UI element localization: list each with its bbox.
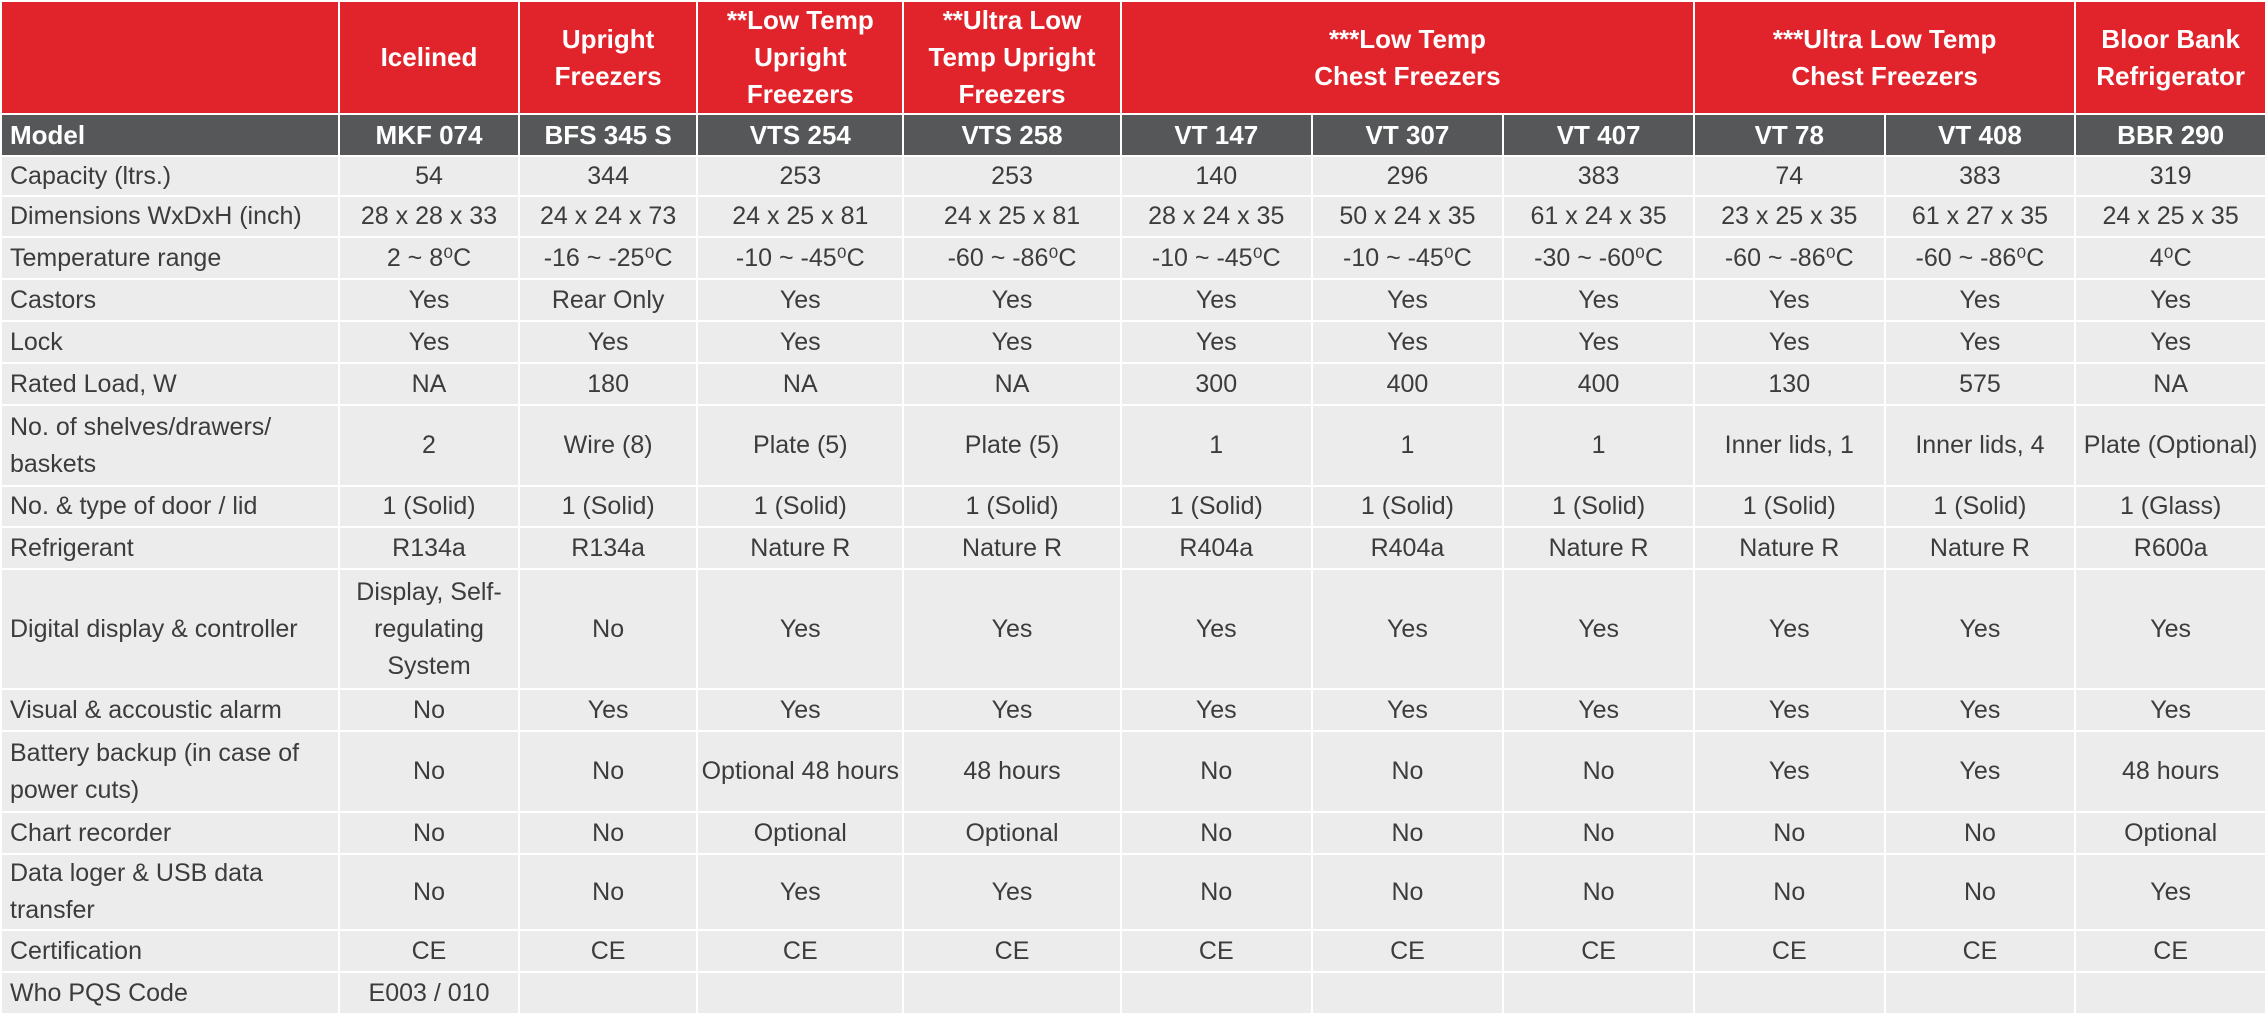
table-cell: R404a (1312, 527, 1504, 569)
row-label: No. & type of door / lid (1, 486, 339, 527)
table-cell: CE (2075, 930, 2266, 972)
table-cell: Plate (5) (697, 405, 903, 486)
table-row (1, 321, 2266, 363)
table-cell: CE (1694, 930, 1885, 972)
table-cell: R600a (2075, 527, 2266, 569)
table-cell: 130 (1694, 363, 1885, 405)
table-cell: Yes (1694, 321, 1885, 363)
table-row (1, 156, 2266, 196)
table-cell: Yes (697, 569, 903, 689)
table-cell: Yes (1885, 569, 2076, 689)
table-cell: Yes (697, 279, 903, 321)
table-cell: E003 / 010 (339, 972, 519, 1014)
table-cell: 1 (Solid) (1312, 486, 1504, 527)
table-cell: Wire (8) (519, 405, 698, 486)
table-cell: CE (1503, 930, 1694, 972)
table-cell: 4⁰C (2075, 237, 2266, 279)
table-cell: Optional 48 hours (697, 731, 903, 812)
table-cell: Nature R (697, 527, 903, 569)
table-row (1, 930, 2266, 972)
table-cell: 28 x 24 x 35 (1121, 196, 1312, 237)
table-cell: 48 hours (2075, 731, 2266, 812)
table-cell: 1 (Solid) (1885, 486, 2076, 527)
table-cell: Yes (1694, 689, 1885, 731)
table-cell: No (339, 731, 519, 812)
model-name: VT 408 (1885, 114, 2076, 156)
table-cell: Yes (1694, 279, 1885, 321)
table-cell: Yes (2075, 279, 2266, 321)
table-cell: 2 ~ 8⁰C (339, 237, 519, 279)
table-cell: R134a (339, 527, 519, 569)
table-cell: 575 (1885, 363, 2076, 405)
table-cell: 61 x 24 x 35 (1503, 196, 1694, 237)
table-cell: Yes (697, 321, 903, 363)
model-name: BBR 290 (2075, 114, 2266, 156)
table-cell: 24 x 25 x 81 (697, 196, 903, 237)
model-name: BFS 345 S (519, 114, 698, 156)
table-cell: 61 x 27 x 35 (1885, 196, 2076, 237)
category-header: ***Ultra Low Temp Chest Freezers (1694, 1, 2075, 114)
table-cell: Inner lids, 4 (1885, 405, 2076, 486)
row-label: Capacity (ltrs.) (1, 156, 339, 196)
table-cell: 23 x 25 x 35 (1694, 196, 1885, 237)
table-cell: Inner lids, 1 (1694, 405, 1885, 486)
table-cell: No (1885, 854, 2076, 930)
table-row (1, 689, 2266, 731)
row-label: Visual & accoustic alarm (1, 689, 339, 731)
table-cell: Yes (903, 279, 1121, 321)
category-header: ***Low Temp Chest Freezers (1121, 1, 1694, 114)
table-cell: 1 (Solid) (1121, 486, 1312, 527)
table-cell: Yes (1121, 321, 1312, 363)
table-cell: Yes (1694, 731, 1885, 812)
table-cell: R134a (519, 527, 698, 569)
category-header: Bloor Bank Refrigerator (2075, 1, 2266, 114)
table-cell: NA (2075, 363, 2266, 405)
table-row (1, 972, 2266, 1014)
row-label: Who PQS Code (1, 972, 339, 1014)
table-cell: Yes (519, 321, 698, 363)
table-cell (1885, 972, 2076, 1014)
category-header: **Low Temp Upright Freezers (697, 1, 903, 114)
table-cell: CE (903, 930, 1121, 972)
table-cell: No (1694, 854, 1885, 930)
table-cell: NA (697, 363, 903, 405)
table-cell: -10 ~ -45⁰C (697, 237, 903, 279)
table-cell: Yes (1503, 321, 1694, 363)
table-cell: Yes (1503, 689, 1694, 731)
table-cell: Yes (519, 689, 698, 731)
table-cell (903, 972, 1121, 1014)
row-label: Castors (1, 279, 339, 321)
table-cell: 140 (1121, 156, 1312, 196)
table-cell: No (1121, 854, 1312, 930)
table-cell: 48 hours (903, 731, 1121, 812)
header-blank-cell (1, 1, 339, 114)
table-row (1, 527, 2266, 569)
row-label: Certification (1, 930, 339, 972)
table-cell: 400 (1312, 363, 1504, 405)
category-header: **Ultra Low Temp Upright Freezers (903, 1, 1121, 114)
table-row (1, 279, 2266, 321)
table-cell: 1 (Solid) (1503, 486, 1694, 527)
table-cell: No (519, 731, 698, 812)
table-cell: NA (339, 363, 519, 405)
table-cell: 344 (519, 156, 698, 196)
table-row (1, 812, 2266, 854)
row-label: Lock (1, 321, 339, 363)
table-cell: Nature R (1885, 527, 2076, 569)
table-row (1, 486, 2266, 527)
table-cell: Yes (1694, 569, 1885, 689)
table-cell: Yes (1312, 569, 1504, 689)
model-name: VT 407 (1503, 114, 1694, 156)
table-cell: -60 ~ -86⁰C (1694, 237, 1885, 279)
table-cell: No (1121, 731, 1312, 812)
table-cell: Yes (1885, 321, 2076, 363)
table-cell: 400 (1503, 363, 1694, 405)
table-cell: -10 ~ -45⁰C (1312, 237, 1504, 279)
table-cell: Yes (1121, 569, 1312, 689)
row-label: No. of shelves/drawers/ baskets (1, 405, 339, 486)
table-cell: 28 x 28 x 33 (339, 196, 519, 237)
model-name: VT 147 (1121, 114, 1312, 156)
row-label: Temperature range (1, 237, 339, 279)
table-cell: Yes (1312, 689, 1504, 731)
table-cell: 1 (Solid) (697, 486, 903, 527)
table-cell: 1 (1312, 405, 1504, 486)
table-cell: No (339, 689, 519, 731)
table-cell: No (339, 812, 519, 854)
table-cell: No (1312, 854, 1504, 930)
table-cell: Yes (697, 689, 903, 731)
table-cell: Yes (1885, 689, 2076, 731)
table-cell (1121, 972, 1312, 1014)
model-name: VT 78 (1694, 114, 1885, 156)
table-cell: Yes (697, 854, 903, 930)
table-cell: 24 x 25 x 81 (903, 196, 1121, 237)
table-cell: CE (1312, 930, 1504, 972)
table-cell: Yes (1885, 731, 2076, 812)
row-label: Battery backup (in case of power cuts) (1, 731, 339, 812)
table-row (1, 731, 2266, 812)
row-label: Rated Load, W (1, 363, 339, 405)
table-cell: Yes (2075, 569, 2266, 689)
table-cell: 50 x 24 x 35 (1312, 196, 1504, 237)
table-cell: No (1503, 731, 1694, 812)
table-cell: 253 (697, 156, 903, 196)
table-cell: No (339, 854, 519, 930)
row-label: Digital display & controller (1, 569, 339, 689)
table-cell: -16 ~ -25⁰C (519, 237, 698, 279)
table-cell: Yes (903, 569, 1121, 689)
category-header-row (1, 1, 2266, 114)
row-label: Chart recorder (1, 812, 339, 854)
table-cell: 74 (1694, 156, 1885, 196)
table-cell: 383 (1503, 156, 1694, 196)
table-cell: Yes (1503, 569, 1694, 689)
row-label: Dimensions WxDxH (inch) (1, 196, 339, 237)
table-cell: Optional (2075, 812, 2266, 854)
table-cell (1312, 972, 1504, 1014)
table-cell (697, 972, 903, 1014)
table-row (1, 854, 2266, 930)
table-cell: No (1312, 731, 1504, 812)
table-cell: Yes (1885, 279, 2076, 321)
table-cell: 1 (Glass) (2075, 486, 2266, 527)
table-cell: CE (697, 930, 903, 972)
model-name: MKF 074 (339, 114, 519, 156)
table-cell: -30 ~ -60⁰C (1503, 237, 1694, 279)
table-cell: Nature R (903, 527, 1121, 569)
table-cell (519, 972, 698, 1014)
spec-table-body (1, 114, 2266, 1014)
table-cell: Yes (339, 279, 519, 321)
table-row (1, 196, 2266, 237)
table-cell: R404a (1121, 527, 1312, 569)
table-cell: Display, Self-regulating System (339, 569, 519, 689)
table-cell: Yes (903, 854, 1121, 930)
table-cell: No (519, 854, 698, 930)
table-row (1, 569, 2266, 689)
table-cell: No (1694, 812, 1885, 854)
table-row (1, 363, 2266, 405)
table-cell: 383 (1885, 156, 2076, 196)
table-cell: CE (339, 930, 519, 972)
table-cell: 1 (1503, 405, 1694, 486)
table-cell: 300 (1121, 363, 1312, 405)
table-cell: CE (519, 930, 698, 972)
table-cell: Yes (1121, 279, 1312, 321)
category-header: Icelined (339, 1, 519, 114)
table-cell: No (519, 812, 698, 854)
table-cell: CE (1885, 930, 2076, 972)
table-cell: 24 x 24 x 73 (519, 196, 698, 237)
table-cell: 1 (Solid) (519, 486, 698, 527)
table-cell: Yes (1312, 279, 1504, 321)
table-cell: Plate (Optional) (2075, 405, 2266, 486)
table-cell: No (519, 569, 698, 689)
table-cell: 1 (Solid) (339, 486, 519, 527)
table-cell: Nature R (1694, 527, 1885, 569)
category-header: Upright Freezers (519, 1, 698, 114)
table-cell: Nature R (1503, 527, 1694, 569)
table-cell: 319 (2075, 156, 2266, 196)
table-cell: 1 (Solid) (903, 486, 1121, 527)
table-cell: 1 (1121, 405, 1312, 486)
table-cell: 2 (339, 405, 519, 486)
table-cell: -60 ~ -86⁰C (1885, 237, 2076, 279)
table-cell: Yes (903, 689, 1121, 731)
model-name: VT 307 (1312, 114, 1504, 156)
table-cell: -60 ~ -86⁰C (903, 237, 1121, 279)
table-cell: 24 x 25 x 35 (2075, 196, 2266, 237)
table-cell: Plate (5) (903, 405, 1121, 486)
table-cell: Yes (2075, 689, 2266, 731)
table-cell: No (1503, 854, 1694, 930)
table-cell: Yes (2075, 854, 2266, 930)
table-cell: 54 (339, 156, 519, 196)
table-cell: No (1312, 812, 1504, 854)
table-cell: No (1121, 812, 1312, 854)
table-cell: Yes (1503, 279, 1694, 321)
table-cell: Yes (1121, 689, 1312, 731)
table-cell: Yes (1312, 321, 1504, 363)
table-cell: Optional (903, 812, 1121, 854)
table-row (1, 237, 2266, 279)
table-cell: CE (1121, 930, 1312, 972)
table-row (1, 405, 2266, 486)
table-cell: No (1885, 812, 2076, 854)
table-cell: Optional (697, 812, 903, 854)
table-cell: No (1503, 812, 1694, 854)
table-cell: 253 (903, 156, 1121, 196)
table-cell: 296 (1312, 156, 1504, 196)
table-cell (1503, 972, 1694, 1014)
row-label: Refrigerant (1, 527, 339, 569)
table-cell: 1 (Solid) (1694, 486, 1885, 527)
table-cell: Yes (2075, 321, 2266, 363)
row-label: Data loger & USB data transfer (1, 854, 339, 930)
table-cell: Rear Only (519, 279, 698, 321)
model-row (1, 114, 2266, 156)
table-cell: Yes (903, 321, 1121, 363)
model-name: VTS 254 (697, 114, 903, 156)
table-cell: Yes (339, 321, 519, 363)
row-label: Model (1, 114, 339, 156)
table-cell: -10 ~ -45⁰C (1121, 237, 1312, 279)
table-cell (2075, 972, 2266, 1014)
model-name: VTS 258 (903, 114, 1121, 156)
table-cell: 180 (519, 363, 698, 405)
table-cell: NA (903, 363, 1121, 405)
table-cell (1694, 972, 1885, 1014)
